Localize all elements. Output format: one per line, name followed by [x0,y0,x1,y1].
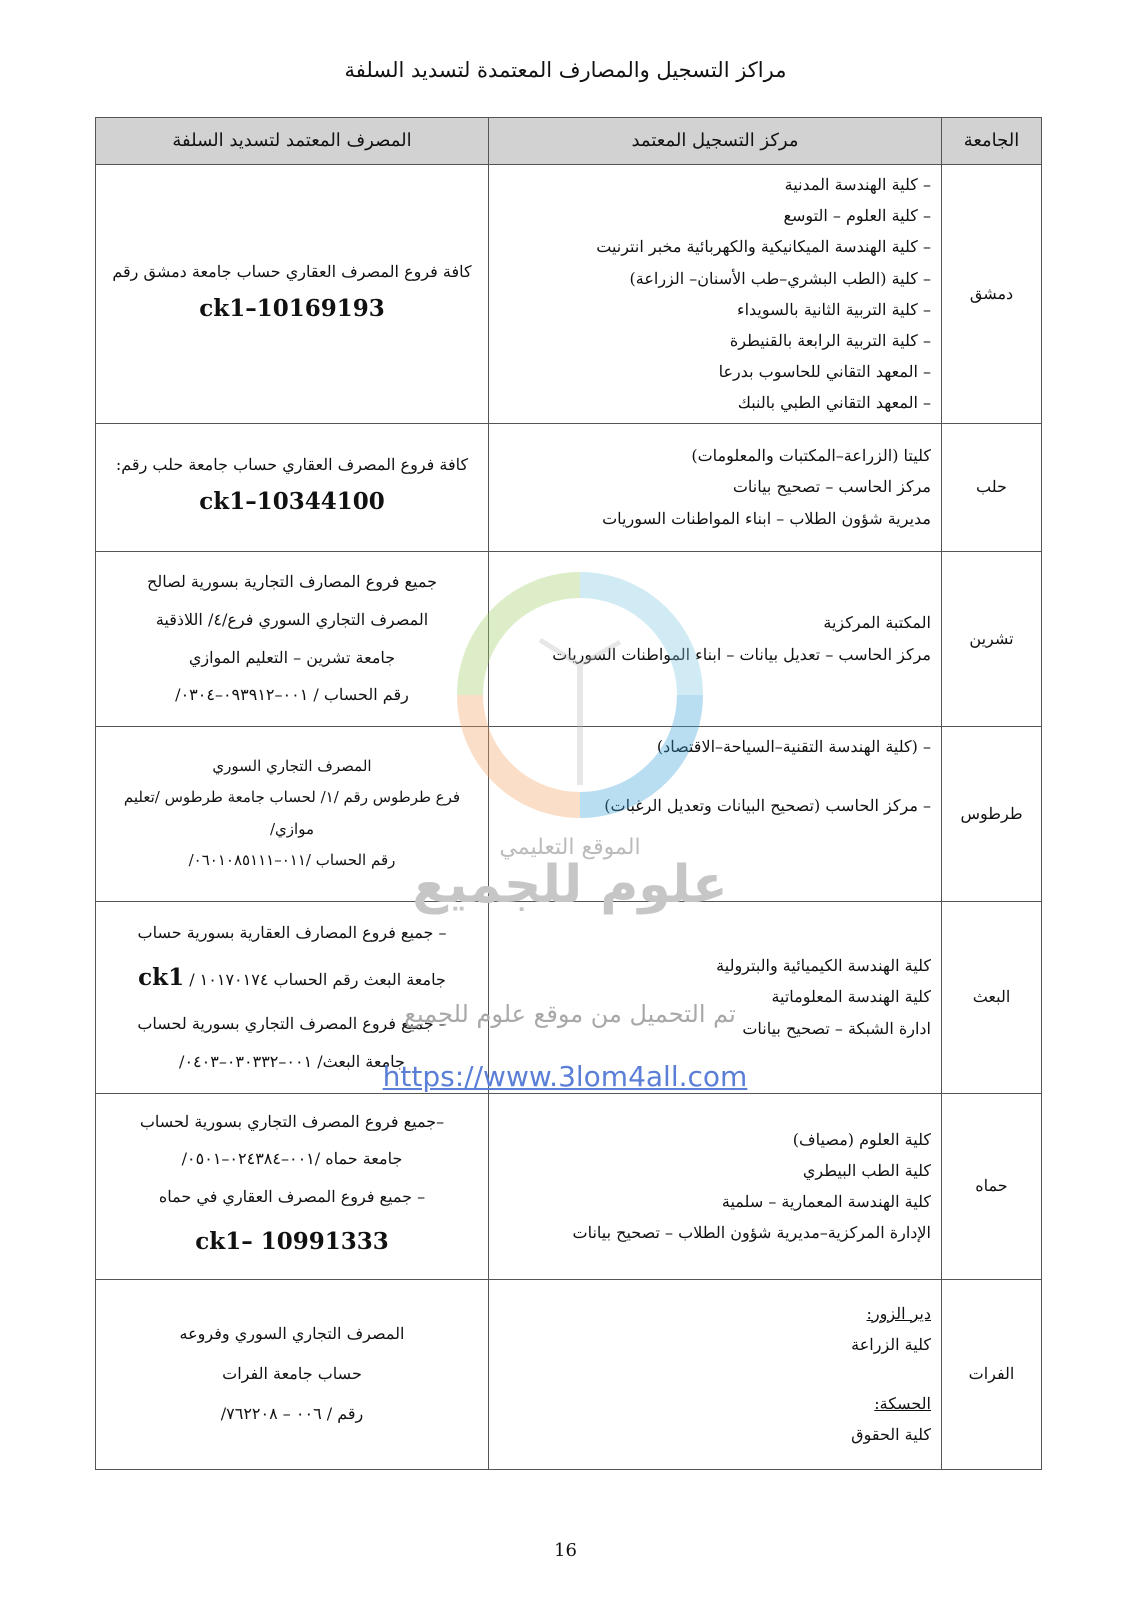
bank-line [108,951,476,1005]
bank-line: جميع فروع المصارف التجارية بسورية لصالح [147,572,437,592]
center-item: كلية الهندسة المعلوماتية [771,987,931,1007]
center-item: – مركز الحاسب (تصحيح البيانات وتعديل الرغبات) [497,790,931,821]
table-row [96,551,1042,726]
table-row [96,165,1042,424]
center-item: كلية الطب البيطري [802,1160,931,1180]
header-center: مركز التسجيل المعتمد [489,118,942,165]
table-row [96,1279,1042,1469]
university-name: طرطوس [942,726,1042,901]
bank-line: جامعة تشرين – التعليم الموازي [188,647,396,667]
university-name: حلب [942,423,1042,551]
bank-line: – جميع فروع المصرف العقاري في حماه [158,1186,426,1206]
bank-line: – جميع فروع المصارف العقارية بسورية حساب [137,922,447,942]
university-name: البعث [942,901,1042,1093]
account-number: ck1– 10991333 [195,1228,389,1256]
center-item: كلية الحقوق [851,1425,931,1445]
bank-text: كافة فروع المصرف العقاري حساب جامعة دمشق رقم [112,261,472,281]
bank-line: – جميع فروع المصرف التجاري بسورية لحساب [137,1014,447,1034]
bank-text: كافة فروع المصرف العقاري حساب جامعة حلب رقم: [115,454,469,474]
center-cell [489,1279,942,1469]
bank-line: –جميع فروع المصرف التجاري بسورية لحساب [139,1111,445,1131]
center-item: – كلية الهندسة المدنية [497,169,931,200]
center-item: ادارة الشبكة – تصحيح بيانات [742,1018,931,1038]
bank-line: فرع طرطوس رقم /١/ لحساب جامعة طرطوس /تعليم [123,788,461,806]
center-item: – المعهد التقاني للحاسوب بدرعا [497,356,931,387]
watermark-download-note: تم التحميل من موقع علوم للجميع [404,1000,736,1028]
page-title: مراكز التسجيل والمصارف المعتمدة لتسديد السلفة [344,58,787,82]
bank-cell [96,551,489,726]
center-item: – كلية (الطب البشري–طب الأسنان– الزراعة) [497,263,931,294]
center-item: مركز الحاسب – تعديل بيانات – ابناء المواطنات السوريات [552,644,931,664]
account-number: ck1–10344100 [199,488,385,516]
center-item: كليتا (الزراعة–المكتبات والمعلومات) [691,446,931,466]
bank-line: المصرف التجاري السوري وفروعه [179,1324,405,1343]
registration-table [95,117,1042,1470]
center-item: كلية الهندسة المعمارية – سلمية [721,1192,931,1211]
bank-line: موازي/ [270,819,314,838]
university-name: حماه [942,1093,1042,1279]
bank-line-text: جامعة البعث رقم الحساب ١٠١٧٠١٧٤ / [189,970,446,990]
center-item: – كلية العلوم – التوسع [497,200,931,231]
bank-line: جامعة حماه /٠٠١–٠٢٤٣٨٤–٠٥٠١/ [181,1149,403,1169]
center-item: كلية العلوم (مصياف) [792,1129,931,1149]
watermark-text: الموقع التعليمي [499,835,641,860]
table-row [96,1093,1042,1279]
bank-cell [96,1279,489,1469]
university-name: دمشق [942,165,1042,424]
bank-line: رقم الحساب /٠١١–٠٦٠١٠٨٥١١١/ [188,851,396,869]
bank-line: المصرف التجاري السوري فرع/٤/ اللاذقية [155,609,429,629]
account-prefix: ck1 [138,964,185,992]
account-number: ck1–10169193 [199,294,385,322]
bank-cell [96,165,489,424]
center-item: مديرية شؤون الطلاب – ابناء المواطنات السوريات [602,508,931,528]
bank-line: المصرف التجاري السوري [212,756,372,775]
center-group-title: دير الزور: [866,1303,931,1323]
center-item: كلية الهندسة الكيميائية والبترولية [716,956,931,976]
watermark-link[interactable]: https://www.3lom4all.com [382,1060,748,1093]
center-item: المكتبة المركزية [823,613,931,633]
center-item: – كلية التربية الثانية بالسويداء [497,294,931,325]
bank-line: جامعة البعث/ ٠٠١–٠٣٠٣٣٢–٠٤٠٣/ [179,1051,405,1071]
center-item: – (كلية الهندسة التقنية–السياحة–الاقتصاد) [497,731,931,762]
university-name: الفرات [942,1279,1042,1469]
bank-cell [96,1093,489,1279]
center-cell [489,423,942,551]
center-group-title: الحسكة: [874,1394,931,1413]
table-header-row [96,118,1042,165]
bank-line: حساب جامعة الفرات [222,1364,362,1383]
header-bank: المصرف المعتمد لتسديد السلفة [96,118,489,165]
center-item: – كلية الهندسة الميكانيكية والكهربائية مخبر انترنيت [497,231,931,262]
center-item: مركز الحاسب – تصحيح بيانات [732,477,931,497]
watermark-brand: علوم للجميع [412,855,728,915]
bank-cell [96,423,489,551]
center-item: الإدارة المركزية–مديرية شؤون الطلاب – تصحيح بيانات [572,1223,931,1243]
center-item: – كلية التربية الرابعة بالقنيطرة [497,325,931,356]
center-cell [489,165,942,424]
university-name: تشرين [942,551,1042,726]
center-item: كلية الزراعة [851,1334,931,1354]
page-number: 16 [554,1540,577,1561]
header-university: الجامعة [942,118,1042,165]
center-item: – المعهد التقاني الطبي بالنبك [497,387,931,418]
bank-line: رقم الحساب / ٠٠١–٠٩٣٩١٢–٠٣٠٤/ [175,685,409,705]
center-cell [489,1093,942,1279]
bank-line: رقم / ٠٠٦ – ٧٦٢٢٠٨/ [220,1404,364,1423]
center-cell [489,551,942,726]
table-row [96,423,1042,551]
